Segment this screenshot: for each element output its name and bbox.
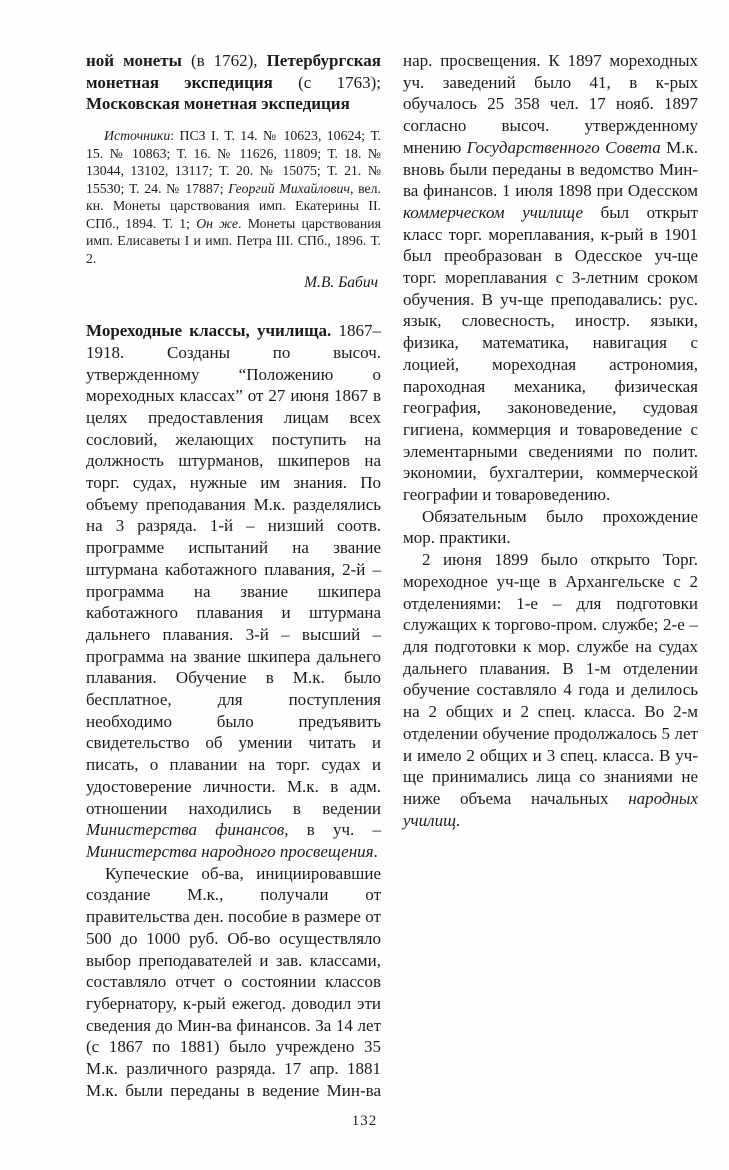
plain-text: (в 1762), [190,51,267,70]
plain-text: М.к. вновь были переданы в ведомство Мин-ва финансов. 1 июля 1898 при Одесском [403,137,698,201]
plain-text: Купеческие об-ва, инициировавшие создание М.к., получали от правительства ден. пособие в размере от 500 до 1000 руб. Об-во осуществляло выбор преподавателей и зав. классами, составляло отчет о состоянии классов губернатору, к-рый ежегод. доводил эти сведения до Мин-ва финансов. За 14 лет (с 1867 по 1881) было учреждено 35 М.к. различного разряда. 17 апр. 1881 М.к. были переданы в ведение Мин-ва нар. просвещения. К 1897 мореходных уч. заведений было 41, в к-рых обучалось 25 358 чел. 17 нояб. 1897 согласно высоч. утвержденному мнению [86,51,698,1100]
bold-text: ной монеты [86,51,191,70]
plain-text: . [373,841,378,861]
plain-text: Обязательным было прохождение мор. практики. [403,506,698,548]
article-paragraph [403,506,698,549]
italic-text: Георгий Михайлович [228,180,350,196]
page-text-columns [86,50,698,1105]
italic-text: Государственного Совета [466,137,661,157]
sources-note [86,127,381,267]
plain-text: был открыт класс торг. мореплавания, к-рый в 1901 был преобразован в Одесское уч-ще торг. мореплавания с 3-летним сроком обучения. В уч-ще преподавались: рус. язык, словесность, иностр. языки, физика, математика, навигация с лоцией, мореходная астрономия, пароходная механика, физическая география, законоведение, судовая гигиена, коммерция и товароведение с элементарными сведениями по полит. экономии, бухгалтерии, коммерческой географии и товароведению. [403,202,698,505]
italic-text: Он же [196,215,239,231]
bold-text: Петербургская монетная экспедиция [86,51,381,92]
plain-text: 2 июня 1899 было открыто Торг. мореходное уч-ще в Архангельске с 2 отделениями: 1-е – для подготовки служащих к торгово-пром. службе; 2-е – для подготовки к мор. службе на судах дальнего плавания. В 1-м отделении обучение составляло 4 года и делилось на 2 общих и 2 спец. класса. Во 2-м отделении обучение продолжалось 5 лет и имело 2 общих и 3 спец. класса. В уч-ще принимались лица со знаниями не ниже объема начальных [403,550,698,808]
bold-text: Московская монетная экспедиция [86,94,350,114]
italic-text: народных училищ [403,788,698,830]
italic-text: Источники [104,128,171,144]
plain-text: 1867–1918. Созданы по высоч. утвержденному “Положению о мореходных классах” от 27 июня 1867 в целях предоставления лицам всех сословий, желающих поступить на должность штурманов, шкиперов на торг. судах, нужные им знания. По объему преподавания М.к. разделялись на 3 разряда. 1-й – низший соотв. программе испытаний на звание штурмана каботажного плавания, 2-й – программа на звание шкипера каботажного плавания и штурмана дальнего плавания. 3-й – высший – программа на звание шкипера дальнего плавания. Обучение в М.к. было бесплатное, для поступления необходимо было предъявить свидетельство об умении читать и писать, о плавании на торг. судах и удостоверение личности. М.к. в адм. отношении находились в ведении [86,321,381,818]
article-paragraph [403,549,698,831]
plain-text: . Монеты царствования имп. Елисаветы I и имп. Петра III. СПб., 1896. Т. 2. [86,215,381,266]
italic-text: Министерства народного просвещения [86,841,374,861]
plain-text: , в уч. – [284,820,381,840]
author-signature: М.В. Бабич [304,274,378,292]
plain-text: (с 1763); [298,72,381,92]
italic-text: Министерства финансов [86,820,285,840]
plain-text: : ПСЗ I. Т. 14. № 10623, 10624; Т. 15. № 10863; Т. 16. № 11626, 11809; Т. 18. № 13044, 13102, 13117; Т. 20. № 15075; Т. 21. № 15530; Т. 24. № 17887; [86,128,381,196]
bold-text: Мореходные классы, училища. [86,321,339,341]
italic-text: коммерческом училище [403,202,584,222]
page-number: 132 [351,1113,378,1129]
plain-text: , вел. кн. Монеты царствования имп. Екатерины II. СПб., 1894. Т. 1; [86,180,381,231]
article-paragraph [86,320,381,863]
previous-entry-ending [86,50,381,115]
plain-text: . [455,810,461,830]
